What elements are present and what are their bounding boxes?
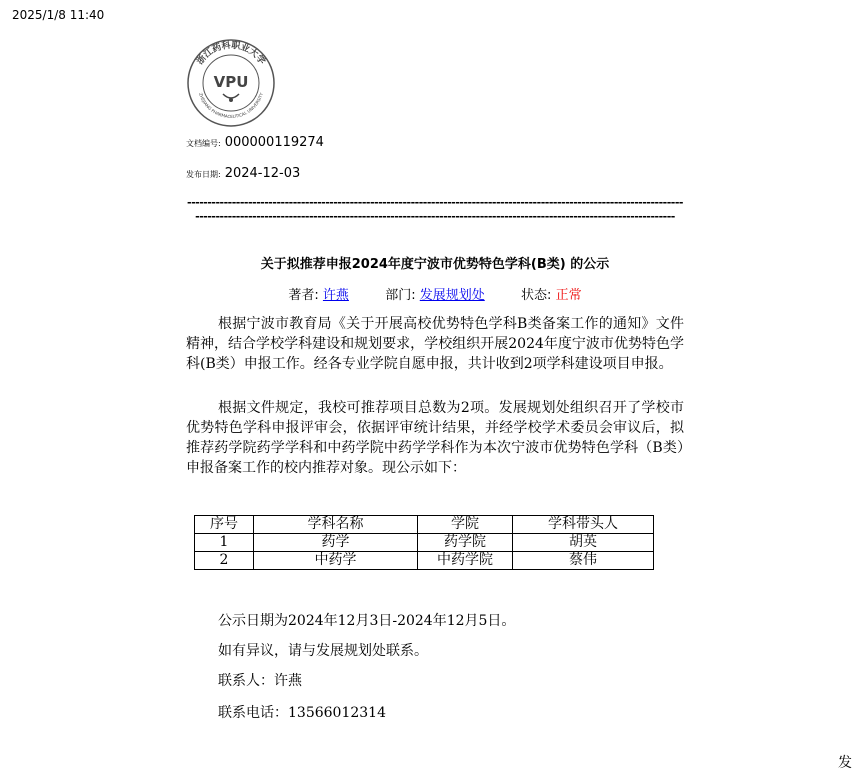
objection-note: 如有异议，请与发展规划处联系。 <box>218 643 428 659</box>
header-college: 学院 <box>418 516 513 534</box>
separator-line: ------------------------------------------------------------------------------------------------------------------------------------------------------------------------------------------------------------------------------------------------ <box>187 196 683 223</box>
contact-person: 联系人：许燕 <box>218 673 302 689</box>
info-line <box>186 284 684 303</box>
paragraph-1: 根据宁波市教育局《关于开展高校优势特色学科B类备案工作的通知》文件精神，结合学校学科建设和规划要求，学校组织开展2024年度宁波市优势特色学科(B类）申报工作。经各专业学院自愿申报，共计收到2项学科建设项目申报。 <box>186 316 684 372</box>
publish-date <box>186 166 300 181</box>
doc-number-label: 文档编号: <box>186 139 221 148</box>
logo-text-bottom: ZHEJIANG PHARMACEUTICAL UNIVERSITY <box>198 92 264 120</box>
logo-mark: VPU <box>213 73 249 91</box>
cell-index: 1 <box>195 534 254 552</box>
dept-label: 部门: <box>385 288 416 303</box>
cell-leader: 胡英 <box>513 534 654 552</box>
author-link[interactable]: 许燕 <box>322 288 349 303</box>
header-leader: 学科带头人 <box>513 516 654 534</box>
cell-subject: 中药学 <box>254 552 418 570</box>
subject-table <box>194 515 654 570</box>
contact-phone: 联系电话：13566012314 <box>218 705 386 721</box>
page-title: 关于拟推荐申报2024年度宁波市优势特色学科(B类) 的公示 <box>260 257 610 272</box>
doc-number <box>186 135 324 150</box>
corner-text: 发 <box>838 755 852 771</box>
cell-college: 中药学院 <box>418 552 513 570</box>
print-timestamp: 2025/1/8 11:40 <box>12 8 105 22</box>
status-label: 状态: <box>521 288 552 303</box>
cell-leader: 蔡伟 <box>513 552 654 570</box>
status-value: 正常 <box>555 288 582 303</box>
header-subject: 学科名称 <box>254 516 418 534</box>
cell-index: 2 <box>195 552 254 570</box>
logo-text-top: 浙江药科职业大学 <box>195 40 267 67</box>
author-label: 著者: <box>288 288 319 303</box>
table-row <box>195 534 654 552</box>
svg-text:浙江药科职业大学 <box>194 39 269 67</box>
notice-period: 公示日期为2024年12月3日-2024年12月5日。 <box>218 613 516 629</box>
cell-subject: 药学 <box>254 534 418 552</box>
dept-link[interactable]: 发展规划处 <box>419 288 485 303</box>
doc-number-value: 000000119274 <box>224 135 324 150</box>
university-logo <box>186 38 276 128</box>
header-index: 序号 <box>195 516 254 534</box>
publish-date-value: 2024-12-03 <box>224 166 301 181</box>
publish-date-label: 发布日期: <box>186 170 221 179</box>
table-header-row <box>195 516 654 534</box>
svg-text:ZHEJIANG PHARMACEUTICAL UNIVER <box>198 92 264 119</box>
table-row <box>195 552 654 570</box>
paragraph-2: 根据文件规定，我校可推荐项目总数为2项。发展规划处组织召开了学校市优势特色学科申报评审会，依据评审统计结果，并经学校学术委员会审议后，拟推荐药学院药学学科和中药学院中药学学科作为本次宁波市优势特色学科（B类）申报备案工作的校内推荐对象。现公示如下： <box>186 400 684 476</box>
cell-college: 药学院 <box>418 534 513 552</box>
